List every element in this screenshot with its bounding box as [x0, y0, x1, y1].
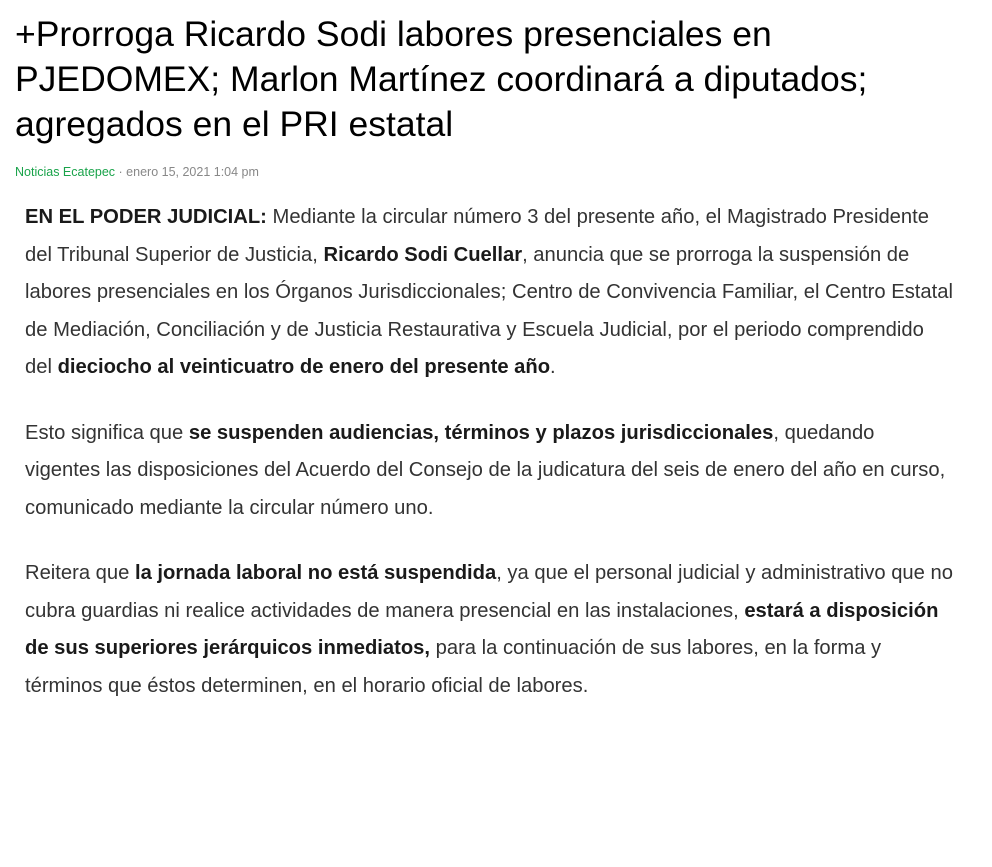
text-segment-bold: estará a disposición de sus superiores jerárquicos inmediatos, — [25, 599, 939, 659]
text-segment: . — [550, 356, 556, 378]
text-segment-bold: EN EL PODER JUDICIAL: — [25, 206, 267, 228]
text-segment: Reitera que — [25, 562, 135, 584]
text-segment-bold: se suspenden audiencias, términos y plazos jurisdiccionales — [188, 421, 774, 444]
source-link[interactable]: Noticias Ecatepec — [15, 165, 116, 179]
meta-separator: · — [115, 165, 127, 179]
text-segment: , ya que el personal judicial y administrativo que no cubra guardias ni realice actividades de manera presencial en las instalaciones, — [25, 562, 953, 622]
text-segment: , quedando vigentes las disposiciones del Acuerdo del Consejo de la judicatura del seis de enero del año en curso, comunicado mediante la circular número uno. — [25, 421, 946, 519]
paragraph-2 — [25, 415, 955, 528]
text-segment: para la continuación de sus labores, en la forma y términos que éstos determinen, en el horario oficial de labores. — [25, 637, 882, 697]
text-segment: Mediante la circular número 3 del presente año, el Magistrado Presidente del Tribunal Superior de Justicia, — [25, 206, 929, 266]
text-segment: , anuncia que se prorroga la suspensión de labores presenciales en los Órganos Jurisdiccionales; Centro de Convivencia Familiar, el Centro Estatal de Mediación, Conciliación y de Justicia Restaurativa y Escuela Judicial, por el periodo comprendido del — [25, 243, 953, 378]
article-meta — [15, 164, 259, 180]
text-segment-bold: la jornada laboral no está suspendida — [134, 562, 497, 584]
paragraph-1 — [25, 199, 955, 387]
text-segment-bold: Ricardo Sodi Cuellar — [323, 243, 523, 266]
text-segment: Esto significa que — [25, 421, 189, 444]
publish-date: enero 15, 2021 1:04 pm — [126, 165, 259, 179]
text-segment-bold: dieciocho al veinticuatro de enero del presente año — [57, 356, 551, 378]
paragraph-3 — [25, 555, 955, 705]
article-title: +Prorroga Ricardo Sodi labores presenciales en PJEDOMEX; Marlon Martínez coordinará a diputados; agregados en el PRI estatal — [15, 14, 868, 144]
article-body — [25, 199, 955, 733]
